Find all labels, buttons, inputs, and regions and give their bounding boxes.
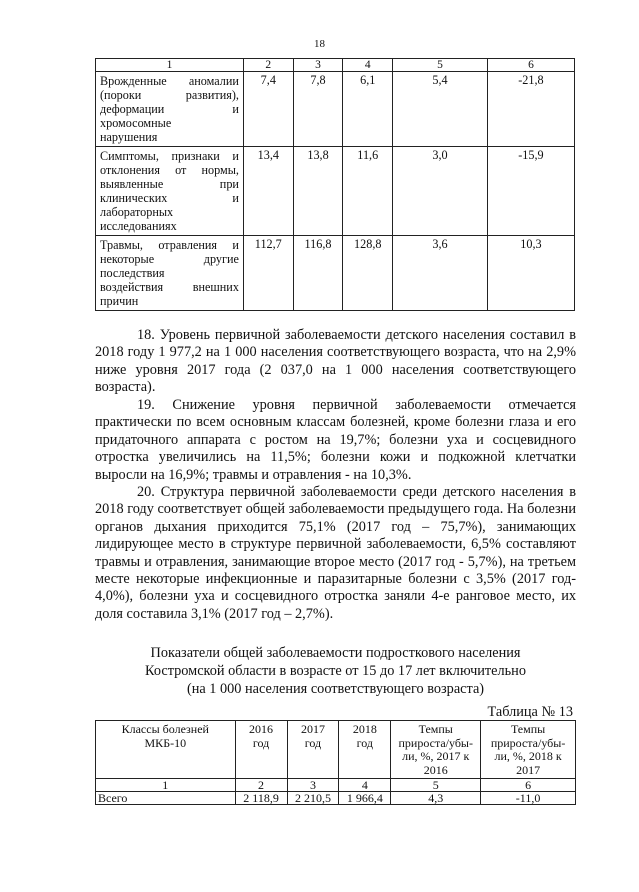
label-line: (пороки развития), (100, 88, 239, 102)
column-number: 4 (339, 779, 391, 792)
table-caption: Таблица № 13 (487, 704, 573, 720)
label-line: клинических и (100, 191, 239, 205)
paragraph-text: 18. Уровень первичной заболеваемости детского населения составил в 2018 году 1 977,2 на 1 000 населения соответствующего возраста, что на 2,9% ниже уровня 2017 года (2 037,0 на 1 000 населения соответствующего возраста). (95, 327, 576, 396)
column-number: 3 (287, 779, 339, 792)
column-number: 6 (481, 779, 576, 792)
header-rate-2017-2016 (391, 721, 481, 779)
page-number: 18 (314, 38, 325, 50)
disease-class-label (96, 72, 244, 147)
column-number: 5 (393, 59, 488, 72)
header-line: ли, %, 2017 к (402, 749, 470, 763)
disease-class-label (96, 147, 244, 236)
header-line: 2016 (249, 722, 274, 736)
column-number: 2 (235, 779, 287, 792)
growth-rate-2: 10,3 (487, 236, 574, 311)
header-line: Классы болезней (121, 722, 209, 736)
heading-line: Показатели общей заболеваемости подросткового населения (150, 645, 521, 661)
label-line: причин (100, 294, 139, 308)
table-13 (95, 720, 576, 805)
label-line: лабораторных (100, 205, 174, 219)
section-heading (95, 645, 576, 698)
label-line: Симптомы, признаки и (100, 149, 239, 163)
column-number: 5 (391, 779, 481, 792)
column-number: 1 (96, 59, 244, 72)
header-line: 2018 (352, 722, 377, 736)
table-row (96, 236, 575, 311)
column-number-row (96, 59, 575, 72)
label-line: воздействия внешних (100, 280, 239, 294)
value-2017: 13,8 (293, 147, 343, 236)
header-line: Темпы (510, 722, 546, 736)
column-number: 4 (343, 59, 393, 72)
label-line: некоторые другие (100, 252, 239, 266)
value-2017: 2 210,5 (287, 792, 339, 805)
column-number: 3 (293, 59, 343, 72)
label-line: нарушения (100, 130, 158, 144)
header-line: год (304, 735, 322, 750)
header-line: год (252, 735, 270, 750)
table-row (96, 147, 575, 236)
header-line: Темпы (418, 722, 453, 736)
paragraph-20 (95, 484, 576, 623)
label-line: Травмы, отравления и (100, 238, 239, 252)
header-2018 (339, 721, 391, 779)
header-line: ли, %, 2018 к (494, 749, 562, 763)
value-2016: 7,4 (243, 72, 293, 147)
value-2017: 116,8 (293, 236, 343, 311)
heading-line: (на 1 000 населения соответствующего возраста) (186, 680, 485, 697)
header-line: год (356, 735, 374, 750)
growth-rate-1: 4,3 (391, 792, 481, 805)
paragraph-19 (95, 397, 576, 484)
table-header-row (96, 721, 576, 779)
value-2018: 11,6 (343, 147, 393, 236)
header-line: прироста/убы- (490, 735, 566, 750)
header-line: прироста/убы- (398, 735, 473, 750)
label-line: выявленные при (100, 177, 239, 191)
value-2018: 6,1 (343, 72, 393, 147)
paragraph-text: 19. Снижение уровня первичной заболеваемости отмечается практически по всем основным классам болезней, кроме болезни глаза и его придаточного аппарата с ростом на 19,7%; болезни уха и сосцевидного отростка увеличились на 11,5%; болезни кожи и подкожной клетчатки выросли на 16,9%; травмы и отравления - на 10,3%. (95, 397, 576, 483)
table-row (96, 792, 576, 805)
paragraph-18 (95, 327, 576, 397)
growth-rate-1: 3,6 (393, 236, 488, 311)
label-line: исследованиях (100, 219, 177, 233)
header-line: МКБ-10 (144, 735, 187, 750)
table-row (96, 72, 575, 147)
header-2016 (235, 721, 287, 779)
header-2017 (287, 721, 339, 779)
column-number-row (96, 779, 576, 792)
disease-table-continued (95, 58, 575, 311)
value-2018: 128,8 (343, 236, 393, 311)
label-line: хромосомные (100, 116, 172, 130)
growth-rate-2: -21,8 (487, 72, 574, 147)
growth-rate-1: 3,0 (393, 147, 488, 236)
growth-rate-2: -11,0 (481, 792, 576, 805)
column-number: 6 (487, 59, 574, 72)
value-2018: 1 966,4 (339, 792, 391, 805)
header-line: 2017 (300, 722, 325, 736)
row-label: Всего (96, 792, 236, 805)
growth-rate-1: 5,4 (393, 72, 488, 147)
disease-class-label (96, 236, 244, 311)
header-classes (96, 721, 236, 779)
value-2016: 112,7 (243, 236, 293, 311)
value-2017: 7,8 (293, 72, 343, 147)
value-2016: 2 118,9 (235, 792, 287, 805)
label-line: деформации и (100, 102, 239, 116)
value-2016: 13,4 (243, 147, 293, 236)
label-line: последствия (100, 266, 165, 280)
growth-rate-2: -15,9 (487, 147, 574, 236)
column-number: 1 (96, 779, 236, 792)
header-line: 2016 (423, 762, 448, 777)
header-rate-2018-2017 (481, 721, 576, 779)
paragraph-text: 20. Структура первичной заболеваемости среди детского населения в 2018 году соответствует общей заболеваемости предыдущего года. На болезни органов дыхания приходится 75,1% (2017 год – 75,7%), занимающих лидирующее место в структуре первичной заболеваемости, 6,5% составляют травмы и отравления, занимающие второе место (2017 год - 5,7%), на третьем месте некоторые инфекционные и паразитарные болезни с 3,5% (2017 год- 4,0%), болезни уха и сосцевидного отростка заняли 4-е ранговое место, их доля составила 3,1% (2017 год – 2,7%). (95, 484, 576, 622)
column-number: 2 (243, 59, 293, 72)
label-line: отклонения от нормы, (100, 163, 239, 177)
label-line: Врожденные аномалии (100, 74, 239, 88)
header-line: 2017 (516, 762, 541, 777)
heading-line: Костромской области в возрасте от 15 до 17 лет включительно (145, 662, 526, 679)
